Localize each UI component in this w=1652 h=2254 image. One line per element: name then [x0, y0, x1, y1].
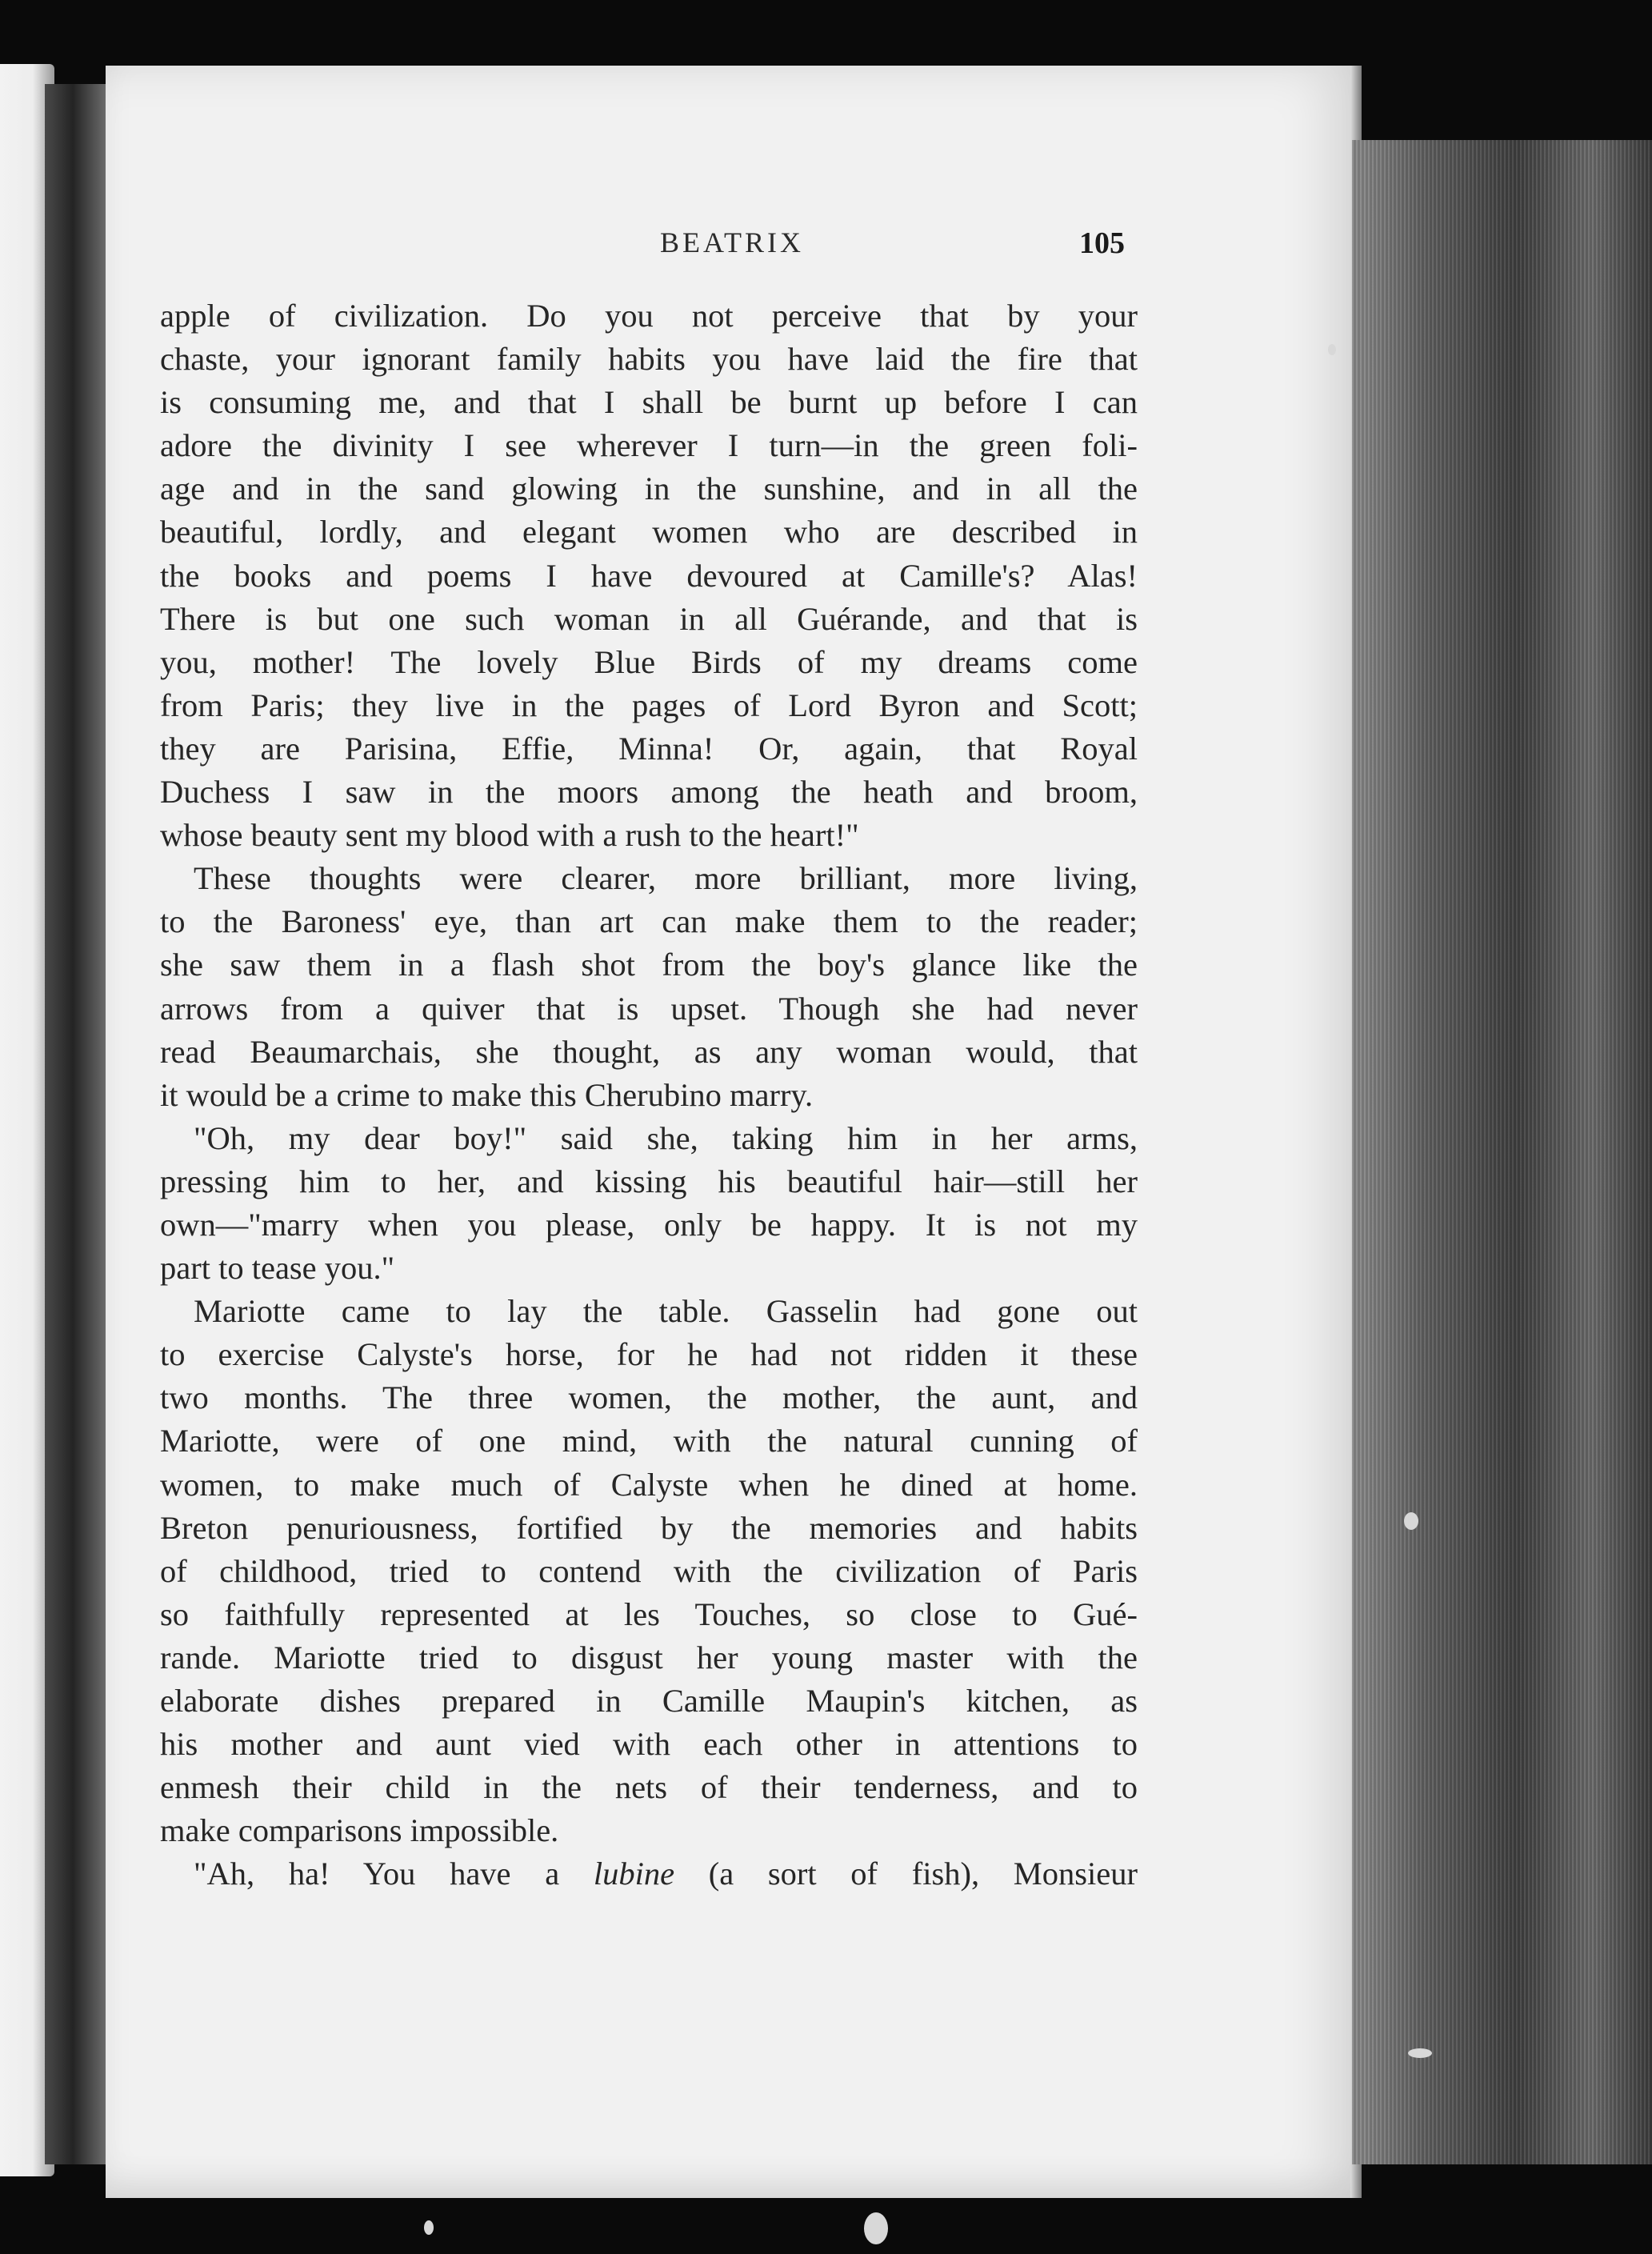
text-line: enmesh their child in the nets of their tenderness, and to [160, 1769, 1138, 1806]
text-line: two months. The three women, the mother, the aunt, and [160, 1379, 1138, 1416]
text-line: is consuming me, and that I shall be burnt up before I can [160, 384, 1138, 421]
text-line: the books and poems I have devoured at Camille's? Alas! [160, 557, 1138, 594]
text-line: elaborate dishes prepared in Camille Maupin's kitchen, as [160, 1683, 1138, 1719]
text-line: Breton penuriousness, fortified by the memories and habits [160, 1509, 1138, 1546]
text-line: it would be a crime to make this Cherubino marry. [160, 1076, 814, 1113]
speck [1328, 344, 1336, 355]
speck [864, 2212, 888, 2244]
text-fragment: (a sort of fish), Monsieur [674, 1856, 1138, 1892]
text-line: "Oh, my dear boy!" said she, taking him in her arms, [194, 1119, 1138, 1156]
text-line: There is but one such woman in all Guérande, and that is [160, 600, 1138, 637]
italic-word: lubine [593, 1856, 675, 1892]
text-line: pressing him to her, and kissing his beautiful hair—still her [160, 1163, 1138, 1199]
text-line: make comparisons impossible. [160, 1812, 559, 1849]
text-line-final [160, 1852, 1138, 1896]
text-line: to the Baroness' eye, than art can make them to the reader; [160, 903, 1138, 940]
text-line: age and in the sand glowing in the sunshine, and in all the [160, 470, 1138, 507]
text-line: you, mother! The lovely Blue Birds of my dreams come [160, 643, 1138, 680]
text-line: they are Parisina, Effie, Minna! Or, again, that Royal [160, 730, 1138, 767]
speck [1408, 2048, 1432, 2058]
text-line: Mariotte, were of one mind, with the natural cunning of [160, 1423, 1138, 1459]
page-number: 105 [1079, 226, 1125, 260]
text-line: of childhood, tried to contend with the civilization of Paris [160, 1552, 1138, 1589]
text-line: his mother and aunt vied with each other in attentions to [160, 1726, 1138, 1763]
running-title: BEATRIX [660, 226, 804, 258]
text-line: apple of civilization. Do you not perceive that by your [160, 298, 1138, 334]
text-line: These thoughts were clearer, more brilliant, more living, [194, 860, 1138, 897]
text-line: beautiful, lordly, and elegant women who are described in [160, 514, 1138, 550]
text-line: read Beaumarchais, she thought, as any woman would, that [160, 1033, 1138, 1070]
text-line: adore the divinity I see wherever I turn—in the green foli- [160, 427, 1138, 464]
text-line: own—"marry when you please, only be happy. It is not my [160, 1206, 1138, 1243]
text-line: chaste, your ignorant family habits you have laid the fire that [160, 341, 1138, 378]
text-line: she saw them in a flash shot from the boy's glance like the [160, 947, 1138, 983]
page-header [106, 226, 1358, 274]
gutter-shadow [45, 84, 107, 2164]
text-fragment: "Ah, ha! You have a [194, 1856, 594, 1892]
text-line: Duchess I saw in the moors among the heath and broom, [160, 774, 1138, 811]
text-line: from Paris; they live in the pages of Lord Byron and Scott; [160, 687, 1138, 723]
text-line: rande. Mariotte tried to disgust her young master with the [160, 1639, 1138, 1675]
text-line: Mariotte came to lay the table. Gasselin had gone out [194, 1293, 1138, 1330]
text-line: to exercise Calyste's horse, for he had not ridden it these [160, 1336, 1138, 1373]
text-line: arrows from a quiver that is upset. Though she had never [160, 990, 1138, 1027]
text-line: whose beauty sent my blood with a rush to the heart!" [160, 817, 859, 854]
text-line: so faithfully represented at les Touches, so close to Gué- [160, 1595, 1138, 1632]
page-block-edge [1352, 140, 1652, 2164]
text-line: women, to make much of Calyste when he dined at home. [160, 1466, 1138, 1503]
text-line: part to tease you." [160, 1250, 395, 1287]
speck [424, 2220, 434, 2235]
speck [1404, 1512, 1418, 1530]
body-text [160, 294, 1138, 1896]
